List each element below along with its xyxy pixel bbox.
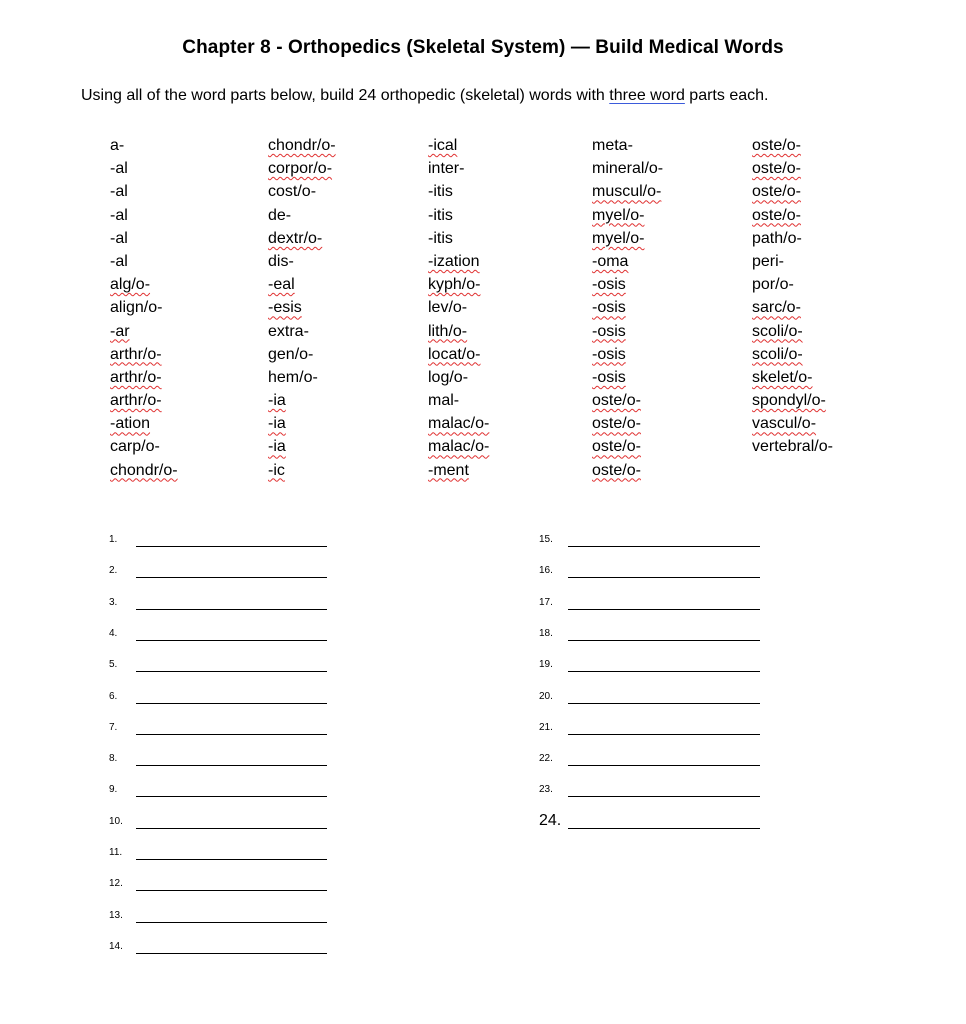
word-part (268, 389, 336, 412)
word-part-text: hem/o- (268, 368, 318, 386)
answer-row (539, 534, 760, 554)
answer-blank-line[interactable] (568, 734, 760, 735)
word-parts-column-4 (592, 134, 663, 482)
answer-blank-line[interactable] (568, 640, 760, 641)
word-part (428, 227, 489, 250)
answer-row (539, 753, 760, 773)
answer-number: 18. (539, 627, 553, 639)
word-part (428, 204, 489, 227)
word-part-text: -ization (428, 252, 480, 270)
word-part (592, 412, 663, 435)
answer-blank-line[interactable] (568, 703, 760, 704)
word-part-text: oste/o- (752, 206, 801, 224)
answer-row (109, 753, 327, 773)
word-part (268, 134, 336, 157)
word-part-text: locat/o- (428, 345, 481, 363)
word-part (752, 435, 833, 458)
word-part-text: oste/o- (752, 183, 801, 201)
word-part (592, 250, 663, 273)
answer-row (109, 565, 327, 585)
answer-row (539, 659, 760, 679)
word-part-text: oste/o- (752, 137, 801, 154)
word-part (268, 296, 336, 319)
word-part (110, 204, 178, 227)
word-part-text: -ia (268, 392, 286, 410)
answer-number: 19. (539, 659, 553, 671)
answer-blank-line[interactable] (568, 796, 760, 797)
word-part-text: skelet/o- (752, 368, 813, 386)
answer-row (109, 941, 327, 961)
word-part-text: muscul/o- (592, 183, 662, 201)
answer-row (109, 628, 327, 648)
word-part (428, 134, 489, 157)
word-part (752, 204, 833, 227)
word-part (428, 366, 489, 389)
word-part-text: scoli/o- (752, 345, 803, 363)
word-part-text: meta- (592, 137, 633, 154)
word-part-text: arthr/o- (110, 345, 162, 363)
word-part-text: oste/o- (592, 415, 641, 433)
word-part-text: lith/o- (428, 322, 468, 340)
answer-number: 17. (539, 596, 553, 608)
word-part-text: -oma (592, 252, 629, 270)
answer-number: 15. (539, 534, 553, 545)
word-part-text: -ic (268, 461, 285, 479)
word-part (428, 296, 489, 319)
word-part (268, 273, 336, 296)
word-part-text: myel/o- (592, 229, 645, 247)
word-part-text: -al (110, 183, 128, 201)
word-part (268, 157, 336, 180)
word-part-text: mineral/o- (592, 160, 664, 178)
word-part-text: oste/o- (592, 461, 641, 479)
instructions (81, 87, 768, 105)
word-part-text: -osis (592, 345, 626, 363)
word-part-text: -osis (592, 322, 626, 340)
word-part-text: -itis (428, 183, 453, 201)
word-part-text: -ation (110, 415, 151, 433)
word-part-text: alg/o- (110, 276, 151, 294)
answer-blank-line[interactable] (136, 734, 327, 735)
word-part (428, 273, 489, 296)
word-part-text: -ical (428, 137, 458, 154)
word-part-text: -ia (268, 415, 286, 433)
answer-number: 11. (109, 847, 123, 858)
word-part (268, 459, 336, 482)
answer-blank-line[interactable] (568, 546, 760, 547)
word-part-text: arthr/o- (110, 368, 162, 386)
word-part (110, 343, 178, 366)
word-part-text: -osis (592, 276, 626, 294)
word-part-text: scoli/o- (752, 322, 803, 340)
word-part (752, 273, 833, 296)
word-part (592, 343, 663, 366)
word-parts-column-3 (428, 134, 489, 482)
word-part-text: corpor/o- (268, 160, 333, 178)
word-part (592, 157, 663, 180)
word-part (110, 250, 178, 273)
word-part (428, 459, 489, 482)
word-part (752, 320, 833, 343)
word-part (752, 227, 833, 250)
answer-row (539, 597, 760, 617)
word-part-text: -itis (428, 229, 453, 247)
word-part-text: -al (110, 160, 128, 178)
word-part (110, 273, 178, 296)
word-part (428, 250, 489, 273)
answer-number: 3. (109, 596, 118, 608)
word-part-text: myel/o- (592, 206, 645, 224)
answer-blank-line[interactable] (136, 890, 327, 891)
word-part-text: sarc/o- (752, 299, 801, 317)
word-part (268, 250, 336, 273)
answer-blank-line[interactable] (136, 765, 327, 766)
answer-row (109, 847, 327, 867)
word-part (592, 366, 663, 389)
answer-number: 22. (539, 753, 553, 765)
word-part-text: vascul/o- (752, 415, 817, 433)
answer-row (109, 534, 327, 554)
word-part-text: align/o- (110, 299, 163, 317)
word-parts-column-1 (110, 134, 178, 482)
word-part (268, 366, 336, 389)
word-part-text: kyph/o- (428, 276, 481, 294)
word-part (752, 412, 833, 435)
word-part (110, 412, 178, 435)
word-part-text: -eal (268, 276, 295, 294)
answer-number: 2. (109, 565, 118, 577)
answer-blank-line[interactable] (568, 828, 760, 829)
answer-blank-line[interactable] (136, 703, 327, 704)
word-part (752, 366, 833, 389)
word-part-text: por/o- (752, 276, 794, 294)
word-part-text: extra- (268, 322, 309, 340)
answer-number: 16. (539, 565, 553, 577)
word-part-text: cost/o- (268, 183, 317, 201)
word-part (268, 435, 336, 458)
word-part-text: chondr/o- (268, 137, 336, 154)
word-part (752, 134, 833, 157)
answer-row (539, 722, 760, 742)
word-part-text: path/o- (752, 229, 802, 247)
answer-number: 5. (109, 659, 118, 671)
answer-row (109, 722, 327, 742)
word-part (428, 435, 489, 458)
word-part-text: malac/o- (428, 415, 490, 433)
word-part-text: dextr/o- (268, 229, 323, 247)
answer-blank-line[interactable] (136, 546, 327, 547)
word-part (592, 180, 663, 203)
word-part (268, 227, 336, 250)
word-part (110, 227, 178, 250)
word-part (110, 296, 178, 319)
word-part-text: malac/o- (428, 438, 490, 456)
word-part-text: oste/o- (592, 392, 641, 410)
answer-row (109, 784, 327, 804)
word-part-text: -al (110, 229, 128, 247)
answer-row (539, 565, 760, 585)
word-part (428, 157, 489, 180)
answer-number: 10. (109, 815, 123, 827)
word-part-text: -ment (428, 461, 469, 479)
answer-number: 1. (109, 534, 118, 545)
word-part-text: -ar (110, 322, 130, 340)
answer-number: 9. (109, 784, 118, 796)
word-part-text: -itis (428, 206, 453, 224)
word-part (592, 459, 663, 482)
answer-number: 23. (539, 784, 553, 796)
word-part-text: vertebral/o- (752, 438, 833, 456)
word-part (110, 157, 178, 180)
word-part-text: -osis (592, 368, 626, 386)
word-part (428, 389, 489, 412)
word-part (110, 435, 178, 458)
word-part (592, 435, 663, 458)
word-part (428, 320, 489, 343)
answer-row (109, 816, 327, 836)
word-part-text: lev/o- (428, 299, 468, 317)
word-part (592, 227, 663, 250)
word-part (268, 412, 336, 435)
word-part-text: -al (110, 252, 128, 270)
answer-number: 20. (539, 690, 553, 702)
word-part-text: log/o- (428, 368, 469, 386)
word-parts-column-2 (268, 134, 336, 482)
word-part (752, 250, 833, 273)
word-part (752, 157, 833, 180)
answer-blank-line[interactable] (136, 953, 327, 954)
word-part-text: spondyl/o- (752, 392, 826, 410)
word-part (268, 180, 336, 203)
word-part (110, 366, 178, 389)
word-part-text: de- (268, 206, 292, 224)
word-parts-column-5 (752, 134, 833, 459)
answer-blank-line[interactable] (136, 796, 327, 797)
answer-row (539, 811, 760, 836)
answer-blank-line[interactable] (136, 577, 327, 578)
word-part-text: oste/o- (592, 438, 641, 456)
word-part (428, 180, 489, 203)
answer-row (109, 659, 327, 679)
word-part (592, 273, 663, 296)
word-part (110, 459, 178, 482)
answer-number: 13. (109, 909, 123, 921)
word-part-text: -ia (268, 438, 286, 456)
answer-number: 21. (539, 721, 553, 733)
answer-blank-line[interactable] (136, 671, 327, 672)
answer-row (539, 784, 760, 804)
word-part-text: mal- (428, 392, 460, 410)
word-part (110, 320, 178, 343)
word-part (752, 389, 833, 412)
word-part (752, 296, 833, 319)
word-part (592, 389, 663, 412)
word-part (268, 204, 336, 227)
answer-number: 6. (109, 690, 118, 702)
answer-blank-line[interactable] (136, 609, 327, 610)
word-part-text: dis- (268, 252, 294, 270)
word-part-text: -esis (268, 299, 302, 317)
word-part (268, 320, 336, 343)
answer-row (109, 597, 327, 617)
word-part-text: peri- (752, 252, 785, 270)
word-part-text: arthr/o- (110, 392, 162, 410)
word-part-text: gen/o- (268, 345, 314, 363)
word-part (592, 134, 663, 157)
page-title: Chapter 8 - Orthopedics (Skeletal System) — Build Medical Words (182, 37, 784, 58)
answer-blank-line[interactable] (136, 859, 327, 860)
word-part (428, 412, 489, 435)
word-part-text: -al (110, 206, 128, 224)
word-part (110, 134, 178, 157)
word-part-text: chondr/o- (110, 461, 178, 479)
answer-number: 4. (109, 627, 118, 639)
answer-row (109, 878, 327, 898)
word-part (428, 343, 489, 366)
word-part (752, 343, 833, 366)
answer-number: 8. (109, 753, 118, 765)
answer-row (539, 628, 760, 648)
answer-blank-line[interactable] (136, 922, 327, 923)
answer-row (539, 691, 760, 711)
answer-blank-line[interactable] (568, 765, 760, 766)
word-part-text: inter- (428, 160, 465, 178)
instructions-highlight: three word (609, 87, 685, 104)
word-part (110, 389, 178, 412)
word-part (592, 320, 663, 343)
answer-blank-line[interactable] (136, 828, 327, 829)
answer-row (109, 910, 327, 930)
answer-blank-line[interactable] (568, 577, 760, 578)
instructions-before: Using all of the word parts below, build 24 orthopedic (skeletal) words with (81, 87, 610, 104)
word-part (592, 204, 663, 227)
word-part-text: carp/o- (110, 438, 160, 456)
answer-number: 7. (109, 721, 118, 733)
answer-blank-line[interactable] (136, 640, 327, 641)
word-part-text: -osis (592, 299, 626, 317)
answer-blank-line[interactable] (568, 671, 760, 672)
word-part-text: a- (110, 137, 125, 154)
answer-number: 12. (109, 878, 123, 890)
answer-number: 24. (539, 811, 562, 829)
word-part-text: oste/o- (752, 160, 801, 178)
word-part (592, 296, 663, 319)
word-part (752, 180, 833, 203)
answer-number: 14. (109, 940, 123, 952)
answer-blank-line[interactable] (568, 609, 760, 610)
answer-row (109, 691, 327, 711)
word-part (110, 180, 178, 203)
word-part (268, 343, 336, 366)
instructions-after: parts each. (684, 87, 769, 104)
